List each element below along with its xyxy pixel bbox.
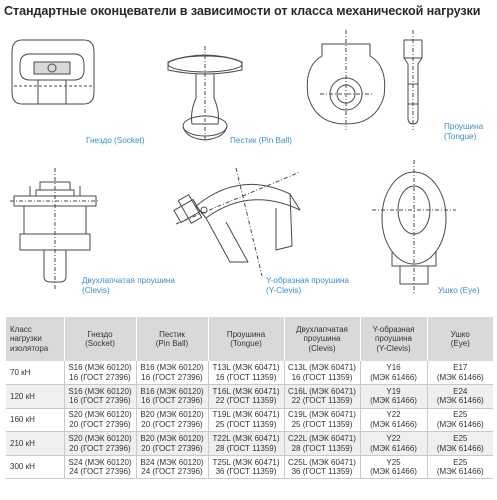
table-row xyxy=(6,408,493,432)
socket-cell: S20 (МЭК 60120) 20 (ГОСТ 27396) xyxy=(64,432,136,456)
header-socket: Гнездо (Socket) xyxy=(64,317,136,361)
socket-cell: S20 (МЭК 60120) 20 (ГОСТ 27396) xyxy=(64,408,136,432)
clevis-cell: C16L (МЭК 60471) 22 (ГОСТ 11359) xyxy=(284,385,360,409)
header-load-class: Класс нагрузки изолятора xyxy=(6,317,64,361)
caption-eye: Ушко (Eye) xyxy=(438,286,480,295)
table-row xyxy=(6,385,493,409)
socket-cell: S16 (МЭК 60120) 16 (ГОСТ 27396) xyxy=(64,361,136,385)
socket-cell: S16 (МЭК 60120) 16 (ГОСТ 27396) xyxy=(64,385,136,409)
load-class-cell: 120 кН xyxy=(6,385,64,409)
header-eye: Ушко (Eye) xyxy=(427,317,493,361)
table-row xyxy=(6,432,493,456)
tongue-cell: T19L (МЭК 60471) 25 (ГОСТ 11359) xyxy=(208,408,284,432)
table-header-row xyxy=(6,317,493,361)
y-clevis-cell: Y16 (МЭК 61466) xyxy=(360,361,427,385)
caption-socket: Гнездо (Socket) xyxy=(86,136,145,145)
load-class-cell: 70 кН xyxy=(6,361,64,385)
clevis-drawing xyxy=(10,168,100,290)
load-class-cell: 210 кН xyxy=(6,432,64,456)
header-tongue: Проушина (Tongue) xyxy=(208,317,284,361)
load-class-cell: 300 кН xyxy=(6,455,64,479)
y-clevis-cell: Y25 (МЭК 61466) xyxy=(360,455,427,479)
pinball-cell: B16 (МЭК 60120) 16 (ГОСТ 27396) xyxy=(136,385,208,409)
load-class-table xyxy=(6,317,493,479)
tongue-side-drawing xyxy=(404,30,422,130)
eye-cell: E24 (МЭК 61466) xyxy=(427,385,493,409)
header-y-clevis: Y-образная проушина (Y-Clevis) xyxy=(360,317,427,361)
caption-clevis: Двухлапчатая проушина (Clevis) xyxy=(82,276,175,295)
pinball-drawing xyxy=(168,46,242,142)
clevis-cell: C19L (МЭК 60471) 25 (ГОСТ 11359) xyxy=(284,408,360,432)
y-clevis-cell: Y19 (МЭК 61466) xyxy=(360,385,427,409)
header-clevis: Двухлапчатая проушина (Clevis) xyxy=(284,317,360,361)
y-clevis-cell: Y22 (МЭК 61466) xyxy=(360,408,427,432)
eye-cell: E25 (МЭК 61466) xyxy=(427,432,493,456)
load-class-cell: 160 кН xyxy=(6,408,64,432)
table-row xyxy=(6,361,493,385)
page-title: Стандартные оконцеватели в зависимости от класса механической нагрузки xyxy=(4,4,481,18)
tongue-cell: T22L (МЭК 60471) 28 (ГОСТ 11359) xyxy=(208,432,284,456)
pinball-cell: B20 (МЭК 60120) 20 (ГОСТ 27396) xyxy=(136,408,208,432)
clevis-cell: C22L (МЭК 60471) 28 (ГОСТ 11359) xyxy=(284,432,360,456)
eye-cell: E25 (МЭК 61466) xyxy=(427,455,493,479)
socket-cell: S24 (МЭК 60120) 24 (ГОСТ 27396) xyxy=(64,455,136,479)
pinball-cell: B16 (МЭК 60120) 16 (ГОСТ 27396) xyxy=(136,361,208,385)
caption-tongue: Проушина (Tongue) xyxy=(444,122,484,141)
caption-y-clevis: Y-образная проушина (Y-Clevis) xyxy=(266,276,349,295)
header-pinball: Пестик (Pin Ball) xyxy=(136,317,208,361)
caption-pinball: Пестик (Pin Ball) xyxy=(230,136,292,145)
pinball-cell: B20 (МЭК 60120) 20 (ГОСТ 27396) xyxy=(136,432,208,456)
eye-cell: E25 (МЭК 61466) xyxy=(427,408,493,432)
tongue-front-drawing xyxy=(307,30,384,130)
tongue-cell: T16L (МЭК 60471) 22 (ГОСТ 11359) xyxy=(208,385,284,409)
eye-cell: E17 (МЭК 61466) xyxy=(427,361,493,385)
tongue-cell: T25L (МЭК 60471) 36 (ГОСТ 11359) xyxy=(208,455,284,479)
socket-drawing xyxy=(12,40,94,104)
table-row xyxy=(6,455,493,479)
pinball-cell: B24 (МЭК 60120) 24 (ГОСТ 27396) xyxy=(136,455,208,479)
eye-drawing xyxy=(372,160,456,294)
clevis-cell: C25L (МЭК 60471) 36 (ГОСТ 11359) xyxy=(284,455,360,479)
y-clevis-drawing xyxy=(174,168,300,276)
tongue-cell: T13L (МЭК 60471) 16 (ГОСТ 11359) xyxy=(208,361,284,385)
y-clevis-cell: Y22 (МЭК 61466) xyxy=(360,432,427,456)
clevis-cell: C13L (МЭК 60471) 16 (ГОСТ 11359) xyxy=(284,361,360,385)
